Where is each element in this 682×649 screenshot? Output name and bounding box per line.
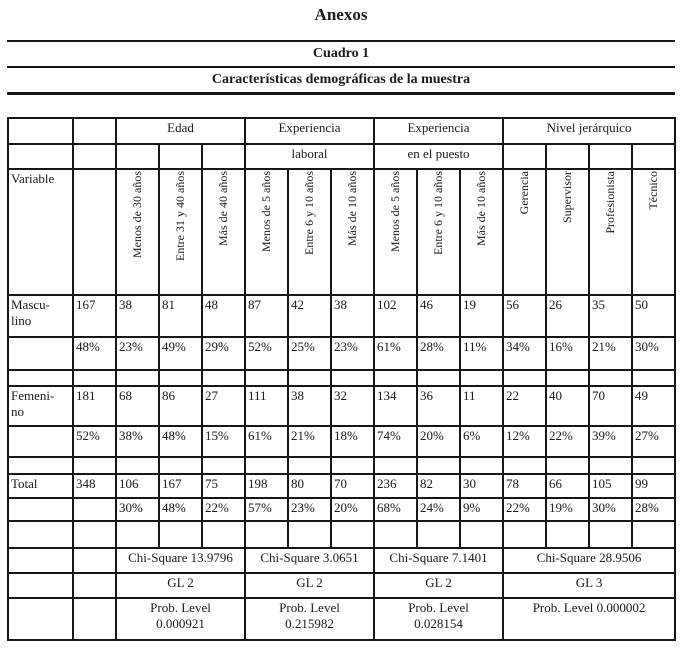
value-cell: 48 bbox=[202, 295, 245, 337]
value-cell: 167 bbox=[159, 474, 202, 498]
row-total bbox=[8, 474, 675, 498]
column-header-label: Técnico bbox=[645, 171, 660, 210]
document-page bbox=[0, 5, 682, 641]
value-cell: 102 bbox=[374, 295, 417, 337]
empty-cell bbox=[632, 521, 675, 548]
prob-level-cell bbox=[374, 598, 503, 640]
empty-cell bbox=[245, 457, 288, 474]
empty-cell bbox=[503, 370, 546, 386]
percent-cell: 52% bbox=[245, 337, 288, 370]
value-cell: 70 bbox=[589, 386, 632, 426]
percent-cell: 68% bbox=[374, 498, 417, 521]
empty-cell bbox=[331, 521, 374, 548]
table-label: Cuadro 1 bbox=[312, 46, 370, 61]
value-cell: 70 bbox=[331, 474, 374, 498]
value-cell: 40 bbox=[546, 386, 589, 426]
empty-cell bbox=[202, 457, 245, 474]
prob-level-label: Prob. Level bbox=[408, 600, 469, 615]
percent-cell: 34% bbox=[503, 337, 546, 370]
row-total-percent bbox=[8, 498, 675, 521]
percent-cell: 19% bbox=[546, 498, 589, 521]
value-cell: 99 bbox=[632, 474, 675, 498]
column-header-label: Entre 31 y 40 años bbox=[172, 171, 187, 261]
column-header bbox=[460, 169, 503, 295]
value-cell: 106 bbox=[116, 474, 159, 498]
percent-cell: 30% bbox=[632, 337, 675, 370]
prob-level-value: 0.028154 bbox=[414, 616, 463, 631]
empty-cell bbox=[503, 457, 546, 474]
percent-cell bbox=[73, 498, 116, 521]
value-cell: 86 bbox=[159, 386, 202, 426]
column-header bbox=[116, 169, 159, 295]
empty-cell bbox=[331, 370, 374, 386]
percent-cell: 9% bbox=[460, 498, 503, 521]
value-cell: 46 bbox=[417, 295, 460, 337]
empty-cell bbox=[417, 370, 460, 386]
value-cell: 35 bbox=[589, 295, 632, 337]
empty-cell bbox=[202, 144, 245, 169]
empty-cell bbox=[546, 144, 589, 169]
empty-cell bbox=[8, 548, 73, 573]
value-cell: 181 bbox=[73, 386, 116, 426]
empty-cell bbox=[8, 426, 73, 457]
percent-cell: 22% bbox=[503, 498, 546, 521]
percent-cell: 48% bbox=[159, 498, 202, 521]
empty-cell bbox=[546, 521, 589, 548]
empty-cell bbox=[546, 370, 589, 386]
empty-cell bbox=[159, 370, 202, 386]
value-cell: 11 bbox=[460, 386, 503, 426]
value-cell: 30 bbox=[460, 474, 503, 498]
row-label bbox=[8, 386, 73, 426]
empty-cell bbox=[73, 118, 116, 144]
value-cell: 50 bbox=[632, 295, 675, 337]
empty-cell bbox=[503, 144, 546, 169]
table-title: Características demográficas de la muestra bbox=[211, 72, 471, 87]
column-header-label: Gerencia bbox=[516, 171, 531, 215]
spacer-row bbox=[8, 521, 675, 548]
empty-cell bbox=[73, 598, 116, 640]
column-header-label: Más de 40 años bbox=[215, 171, 230, 246]
empty-cell bbox=[460, 457, 503, 474]
group-header-experiencia-laboral: Experiencia bbox=[245, 118, 374, 144]
percent-cell: 23% bbox=[331, 337, 374, 370]
spacer-row bbox=[8, 370, 675, 386]
column-header bbox=[632, 169, 675, 295]
value-cell: 27 bbox=[202, 386, 245, 426]
empty-cell bbox=[8, 498, 73, 521]
empty-cell bbox=[73, 144, 116, 169]
percent-cell: 11% bbox=[460, 337, 503, 370]
group-header-edad: Edad bbox=[116, 118, 245, 144]
column-header-label: Menos de 5 años bbox=[387, 171, 402, 252]
empty-cell bbox=[589, 521, 632, 548]
empty-cell bbox=[202, 370, 245, 386]
column-header bbox=[546, 169, 589, 295]
percent-cell: 20% bbox=[417, 426, 460, 457]
column-header-label: Entre 6 y 10 años bbox=[430, 171, 445, 255]
percent-cell: 27% bbox=[632, 426, 675, 457]
empty-cell bbox=[116, 457, 159, 474]
value-cell: 105 bbox=[589, 474, 632, 498]
variable-header: Variable bbox=[8, 169, 73, 295]
percent-cell: 12% bbox=[503, 426, 546, 457]
chi-square-cell: Chi-Square 28.9506 bbox=[503, 548, 675, 573]
row-label-line: Femeni- bbox=[11, 388, 55, 403]
row-label-line: lino bbox=[11, 313, 32, 328]
percent-cell: 22% bbox=[546, 426, 589, 457]
value-cell: 82 bbox=[417, 474, 460, 498]
percent-cell: 25% bbox=[288, 337, 331, 370]
percent-cell: 15% bbox=[202, 426, 245, 457]
percent-cell: 52% bbox=[73, 426, 116, 457]
percent-cell: 21% bbox=[589, 337, 632, 370]
percent-cell: 23% bbox=[116, 337, 159, 370]
value-cell: 22 bbox=[503, 386, 546, 426]
percent-cell: 24% bbox=[417, 498, 460, 521]
row-label bbox=[8, 295, 73, 337]
value-cell: 68 bbox=[116, 386, 159, 426]
empty-cell bbox=[116, 144, 159, 169]
prob-level-cell bbox=[245, 598, 374, 640]
empty-cell bbox=[460, 370, 503, 386]
empty-cell bbox=[417, 457, 460, 474]
gl-cell: GL 2 bbox=[245, 573, 374, 598]
value-cell: 32 bbox=[331, 386, 374, 426]
percent-cell: 29% bbox=[202, 337, 245, 370]
prob-level-label: Prob. Level bbox=[279, 600, 340, 615]
demographics-table bbox=[7, 117, 676, 641]
empty-cell bbox=[8, 598, 73, 640]
gl-cell: GL 2 bbox=[374, 573, 503, 598]
percent-cell: 38% bbox=[116, 426, 159, 457]
empty-cell bbox=[8, 118, 73, 144]
empty-cell bbox=[374, 521, 417, 548]
empty-cell bbox=[73, 457, 116, 474]
empty-cell bbox=[116, 370, 159, 386]
empty-cell bbox=[331, 457, 374, 474]
prob-level-cell: Prob. Level 0.000002 bbox=[503, 598, 675, 640]
empty-cell bbox=[8, 337, 73, 370]
value-cell: 87 bbox=[245, 295, 288, 337]
value-cell: 42 bbox=[288, 295, 331, 337]
row-label-line: no bbox=[11, 404, 24, 419]
row-masculino bbox=[8, 295, 675, 337]
value-cell: 236 bbox=[374, 474, 417, 498]
prob-level-cell bbox=[116, 598, 245, 640]
row-femenino bbox=[8, 386, 675, 426]
gl-cell: GL 3 bbox=[503, 573, 675, 598]
column-header-label: Menos de 5 años bbox=[258, 171, 273, 252]
empty-cell bbox=[73, 169, 116, 295]
group-header-experiencia-puesto: Experiencia bbox=[374, 118, 503, 144]
empty-cell bbox=[460, 521, 503, 548]
empty-cell bbox=[417, 521, 460, 548]
empty-cell bbox=[116, 521, 159, 548]
empty-cell bbox=[73, 521, 116, 548]
value-cell: 167 bbox=[73, 295, 116, 337]
column-header bbox=[503, 169, 546, 295]
row-femenino-percent bbox=[8, 426, 675, 457]
empty-cell bbox=[288, 457, 331, 474]
value-cell: 348 bbox=[73, 474, 116, 498]
column-header-label: Entre 6 y 10 años bbox=[301, 171, 316, 255]
empty-cell bbox=[159, 144, 202, 169]
percent-cell: 20% bbox=[331, 498, 374, 521]
column-header bbox=[589, 169, 632, 295]
percent-cell: 61% bbox=[245, 426, 288, 457]
percent-cell: 30% bbox=[116, 498, 159, 521]
value-cell: 26 bbox=[546, 295, 589, 337]
percent-cell: 74% bbox=[374, 426, 417, 457]
divider-bottom bbox=[7, 92, 675, 95]
group-subheader-row bbox=[8, 144, 675, 169]
column-header bbox=[288, 169, 331, 295]
percent-cell: 57% bbox=[245, 498, 288, 521]
column-header bbox=[331, 169, 374, 295]
prob-level-value: 0.215982 bbox=[285, 616, 334, 631]
percent-cell: 18% bbox=[331, 426, 374, 457]
empty-cell bbox=[374, 457, 417, 474]
column-header-label: Menos de 30 años bbox=[129, 171, 144, 258]
row-label-line: Total bbox=[11, 476, 38, 491]
column-header-label: Supervisor bbox=[559, 171, 574, 223]
column-header bbox=[374, 169, 417, 295]
empty-cell bbox=[8, 573, 73, 598]
value-cell: 36 bbox=[417, 386, 460, 426]
group-header-row bbox=[8, 118, 675, 144]
value-cell: 78 bbox=[503, 474, 546, 498]
empty-cell bbox=[8, 370, 73, 386]
spacer-row bbox=[8, 457, 675, 474]
empty-cell bbox=[8, 521, 73, 548]
chi-square-row bbox=[8, 548, 675, 573]
value-cell: 38 bbox=[288, 386, 331, 426]
empty-cell bbox=[245, 370, 288, 386]
empty-cell bbox=[632, 370, 675, 386]
page-title: Anexos bbox=[314, 5, 368, 24]
column-header-row bbox=[8, 169, 675, 295]
empty-cell bbox=[159, 521, 202, 548]
percent-cell: 39% bbox=[589, 426, 632, 457]
empty-cell bbox=[8, 457, 73, 474]
empty-cell bbox=[546, 457, 589, 474]
value-cell: 66 bbox=[546, 474, 589, 498]
prob-level-row bbox=[8, 598, 675, 640]
column-header bbox=[245, 169, 288, 295]
percent-cell: 22% bbox=[202, 498, 245, 521]
empty-cell bbox=[73, 573, 116, 598]
value-cell: 80 bbox=[288, 474, 331, 498]
value-cell: 38 bbox=[116, 295, 159, 337]
column-header bbox=[417, 169, 460, 295]
column-header-label: Más de 10 años bbox=[344, 171, 359, 246]
empty-cell bbox=[589, 370, 632, 386]
value-cell: 38 bbox=[331, 295, 374, 337]
row-masculino-percent bbox=[8, 337, 675, 370]
percent-cell: 23% bbox=[288, 498, 331, 521]
percent-cell: 30% bbox=[589, 498, 632, 521]
value-cell: 56 bbox=[503, 295, 546, 337]
empty-cell bbox=[632, 144, 675, 169]
empty-cell bbox=[589, 144, 632, 169]
percent-cell: 48% bbox=[73, 337, 116, 370]
group-subheader-laboral: laboral bbox=[245, 144, 374, 169]
column-header bbox=[202, 169, 245, 295]
empty-cell bbox=[202, 521, 245, 548]
value-cell: 81 bbox=[159, 295, 202, 337]
percent-cell: 48% bbox=[159, 426, 202, 457]
percent-cell: 49% bbox=[159, 337, 202, 370]
value-cell: 19 bbox=[460, 295, 503, 337]
empty-cell bbox=[288, 521, 331, 548]
gl-row bbox=[8, 573, 675, 598]
value-cell: 198 bbox=[245, 474, 288, 498]
percent-cell: 6% bbox=[460, 426, 503, 457]
value-cell: 134 bbox=[374, 386, 417, 426]
empty-cell bbox=[73, 548, 116, 573]
chi-square-cell: Chi-Square 7.1401 bbox=[374, 548, 503, 573]
empty-cell bbox=[374, 370, 417, 386]
percent-cell: 28% bbox=[417, 337, 460, 370]
gl-cell: GL 2 bbox=[116, 573, 245, 598]
column-header-label: Más de 10 años bbox=[473, 171, 488, 246]
percent-cell: 28% bbox=[632, 498, 675, 521]
column-header bbox=[159, 169, 202, 295]
group-header-nivel-jerarquico: Nivel jerárquico bbox=[503, 118, 675, 144]
prob-level-value: 0.000921 bbox=[156, 616, 205, 631]
empty-cell bbox=[288, 370, 331, 386]
empty-cell bbox=[503, 521, 546, 548]
prob-level-label: Prob. Level bbox=[150, 600, 211, 615]
percent-cell: 21% bbox=[288, 426, 331, 457]
group-subheader-en-el-puesto: en el puesto bbox=[374, 144, 503, 169]
percent-cell: 16% bbox=[546, 337, 589, 370]
empty-cell bbox=[245, 521, 288, 548]
empty-cell bbox=[632, 457, 675, 474]
row-label-line: Mascu- bbox=[11, 297, 50, 312]
value-cell: 75 bbox=[202, 474, 245, 498]
value-cell: 111 bbox=[245, 386, 288, 426]
chi-square-cell: Chi-Square 3.0651 bbox=[245, 548, 374, 573]
empty-cell bbox=[589, 457, 632, 474]
value-cell: 49 bbox=[632, 386, 675, 426]
row-label bbox=[8, 474, 73, 498]
empty-cell bbox=[8, 144, 73, 169]
empty-cell bbox=[73, 370, 116, 386]
column-header-label: Profesionista bbox=[602, 171, 617, 234]
percent-cell: 61% bbox=[374, 337, 417, 370]
chi-square-cell: Chi-Square 13.9796 bbox=[116, 548, 245, 573]
empty-cell bbox=[159, 457, 202, 474]
